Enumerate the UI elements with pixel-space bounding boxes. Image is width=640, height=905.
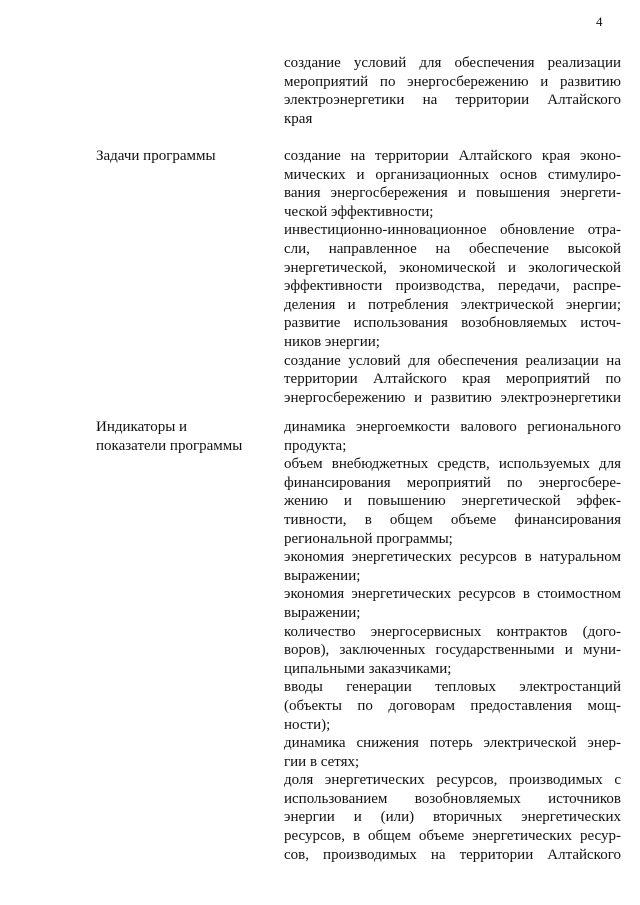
text-line: выражении; [284, 567, 361, 584]
intro-block [284, 54, 621, 128]
text-line: жению и повышению энергетической эффек- [284, 493, 621, 510]
text-line: создание условий для обеспечения реализации на [284, 352, 621, 369]
text-line: ципальными заказчиками; [284, 660, 452, 677]
indicators-text [284, 418, 621, 864]
text-line: деления и потребления электрической энергии; [284, 296, 621, 313]
text-line: создание на территории Алтайского края эконо- [284, 148, 621, 164]
text-line: мероприятий по энергосбережению и развитию [284, 73, 621, 90]
text-line: использованием возобновляемых источников [284, 790, 621, 807]
text-line: доля энергетических ресурсов, производимых с [284, 772, 621, 789]
text-line: выражении; [284, 604, 361, 621]
text-line: энергетической, экономической и экологической [284, 259, 621, 276]
section-label-line: Задачи программы [96, 148, 216, 164]
text-line: экономия энергетических ресурсов в стоимостном [284, 586, 621, 603]
section-label-line: показатели программы [96, 437, 243, 454]
indicators-label [96, 418, 271, 455]
text-line: продукта; [284, 437, 347, 454]
text-line: динамика энергоемкости валового регионального [284, 419, 621, 435]
text-line: финансирования мероприятий по энергосбере- [284, 474, 621, 491]
tasks-label [96, 147, 271, 166]
text-line: динамика снижения потерь электрической энер- [284, 735, 621, 752]
text-line: края [284, 110, 313, 127]
text-line: инвестиционно-инновационное обновление отра- [284, 222, 621, 239]
text-line: территории Алтайского края мероприятий по [284, 371, 621, 388]
page-number: 4 [596, 14, 603, 29]
text-line: количество энергосервисных контрактов (дого- [284, 623, 621, 640]
text-line: (объекты по договорам предоставления мощ- [284, 697, 621, 714]
tasks-text [284, 147, 621, 407]
text-line: региональной программы; [284, 530, 453, 547]
text-line: вания энергосбережения и повышения энергети- [284, 185, 621, 202]
text-line: гии в сетях; [284, 753, 360, 770]
text-line: ников энергии; [284, 333, 380, 350]
text-line: ческой эффективности; [284, 203, 434, 220]
text-line: воров), заключенных государственными и муни- [284, 642, 621, 659]
text-line: сли, направленное на обеспечение высокой [284, 240, 621, 257]
text-line: ности); [284, 716, 331, 733]
text-line: электроэнергетики на территории Алтайского [284, 92, 621, 109]
text-line: энергосбережению и развитию электроэнергетики [284, 389, 621, 406]
text-line: экономия энергетических ресурсов в натуральном [284, 549, 621, 566]
text-line: эффективности производства, передачи, распре- [284, 278, 621, 295]
section-label-line: Индикаторы и [96, 419, 188, 435]
text-line: тивности, в общем объеме финансирования [284, 511, 621, 528]
text-line: энергии и (или) вторичных энергетических [284, 809, 621, 826]
text-line: мических и организационных основ стимулиро- [284, 166, 621, 183]
text-line: ресурсов, в общем объеме энергетических ресур- [284, 828, 621, 845]
text-line: создание условий для обеспечения реализации [284, 55, 621, 71]
text-line: развитие использования возобновляемых источ- [284, 315, 621, 332]
text-line: объем внебюджетных средств, используемых для [284, 456, 621, 473]
text-line: вводы генерации тепловых электростанций [284, 679, 621, 696]
text-line: сов, производимых на территории Алтайского [284, 846, 621, 863]
